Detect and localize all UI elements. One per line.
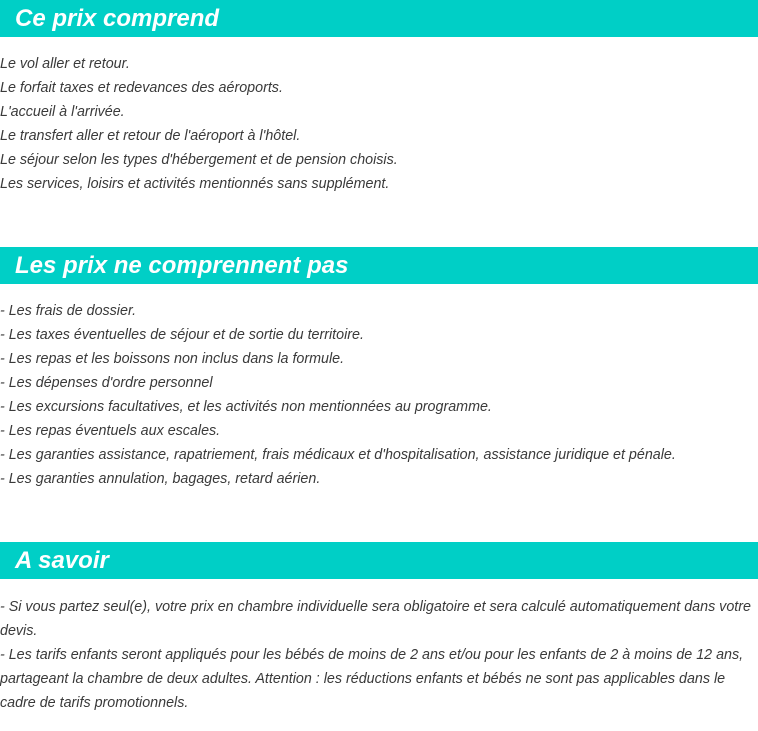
section-title: Les prix ne comprennent pas	[15, 252, 349, 279]
list-item: Le séjour selon les types d'hébergement et de pension choisis.	[0, 152, 398, 168]
list-item: Le transfert aller et retour de l'aéroport à l'hôtel.	[0, 128, 301, 144]
list-item: L'accueil à l'arrivée.	[0, 104, 125, 120]
list-item: Le vol aller et retour.	[0, 56, 130, 72]
info-paragraph: - Si vous partez seul(e), votre prix en chambre individuelle sera obligatoire et sera calculé automatiquement dans votre devis.	[0, 599, 751, 639]
list-item: - Les garanties annulation, bagages, retard aérien.	[0, 471, 321, 487]
list-item: - Les repas et les boissons non inclus dans la formule.	[0, 351, 345, 367]
good-to-know-text	[0, 595, 756, 715]
list-item: - Les excursions facultatives, et les activités non mentionnées au programme.	[0, 399, 492, 415]
list-item: Le forfait taxes et redevances des aéroports.	[0, 80, 283, 96]
section-header-good-to-know	[0, 542, 758, 579]
section-header-included	[0, 0, 758, 37]
section-header-not-included	[0, 247, 758, 284]
list-item: - Les dépenses d'ordre personnel	[0, 375, 213, 391]
included-list	[0, 52, 756, 196]
list-item: - Les garanties assistance, rapatriement, frais médicaux et d'hospitalisation, assistance juridique et pénale.	[0, 447, 676, 463]
not-included-list	[0, 299, 756, 491]
section-title: A savoir	[15, 547, 109, 574]
section-title: Ce prix comprend	[15, 5, 220, 32]
info-paragraph: - Les tarifs enfants seront appliqués pour les bébés de moins de 2 ans et/ou pour les enfants de 2 à moins de 12 ans, partageant la chambre de deux adultes. Attention : les réductions enfants et bébés ne sont pas applicables dans le cadre de tarifs promotionnels.	[0, 647, 744, 711]
list-item: Les services, loisirs et activités mentionnés sans supplément.	[0, 176, 390, 192]
list-item: - Les frais de dossier.	[0, 303, 137, 319]
list-item: - Les repas éventuels aux escales.	[0, 423, 221, 439]
list-item: - Les taxes éventuelles de séjour et de sortie du territoire.	[0, 327, 364, 343]
